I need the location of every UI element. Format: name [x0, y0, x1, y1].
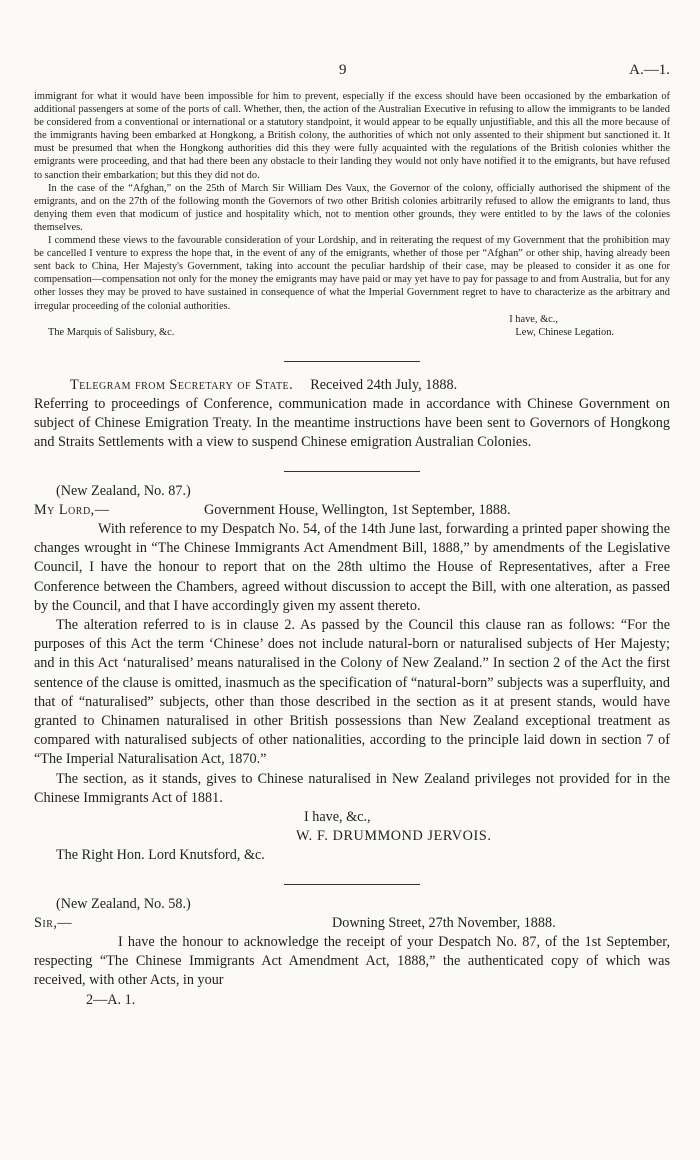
page-header: [34, 0, 670, 92]
despatch-paragraph: I have the honour to acknowledge the receipt of your Despatch No. 87, of the 1st September, respecting “The Chinese Immigrants Act Amendment Act, 1888,” the authenticated copy of which was received, with other Acts, in your: [34, 934, 670, 989]
despatch-signature: W. F. DRUMMOND JERVOIS.: [296, 828, 492, 845]
despatch-paragraph: With reference to my Despatch No. 54, of the 14th June last, forwarding a printed paper showing the changes wrought in “The Chinese Immigrants Act Amendment Bill, 1888,” by amendments of the Legislative Council, I have the honour to report that on the 28th ultimo the House of Representatives, after a Free Conference between the Chambers, agreed without discussion to accept the Bill, with one alteration, as passed by the Council, and that I have accordingly given my assent thereto.: [34, 521, 670, 614]
document-page: [34, 0, 670, 1010]
letter-paragraph: I commend these views to the favourable consideration of your Lordship, and in reiterating the request of my Government that the prohibition may be cancelled I venture to express the hope that, in the event of any of the emigrants, whether of those per “Afghan” or other ship, having already been sent back to China, Her Majesty's Government, taking into account the peculiar hardship of their case, may be pleased to consider it as one for compensation—compensation not only for the money the emigrants may have paid or may yet have to pay for passage to and from Australia, but for any other losses they may be proved to have sustained in consequence of what the Imperial Government regret to have to characterize as the arbitrary and irregular proceeding of the colonial authorities.: [34, 235, 670, 312]
telegram: [34, 376, 670, 453]
despatch-paragraph: The alteration referred to is in clause 2. As passed by the Council this clause ran as follows: “For the purposes of this Act the term ‘Chinese’ does not include natural-born or naturalised subjects of Her Majesty; and in this Act ‘naturalised’ means naturalised in the Colony of New Zealand.” In section 2 of the Act the first sentence of the clause is omitted, inasmuch as the specification of “natural-born” subjects was a superfluity, and that of “naturalised” subjects, other than those described in the section as it at present stands, would have granted to Chinamen naturalised in other British possessions than New Zealand exceptional treatment as compared with naturalised subjects of other nationalities, according to the principle laid down in section 7 of “The Imperial Naturalisation Act, 1870.”: [34, 617, 670, 768]
letter-signature: Lew, Chinese Legation.: [515, 326, 614, 338]
despatch-place-date: Government House, Wellington, 1st September, 1888.: [204, 501, 511, 518]
despatch-place-date: Downing Street, 27th November, 1888.: [332, 914, 556, 931]
telegram-heading: [34, 376, 670, 395]
despatch-addressee: The Right Hon. Lord Knutsford, &c.: [56, 847, 265, 864]
telegram-body: Referring to proceedings of Conference, communication made in accordance with Chinese Government on subject of Chinese Emigration Treaty. In the meantime instructions have been sent to Governors of Hongkong and Straits Settlements with a view to suspend Chinese emigration Australian Colonies.: [34, 395, 670, 451]
despatch-salutation-row: [34, 914, 670, 933]
letter-paragraph: In the case of the “Afghan,” on the 25th of March Sir William Des Vaux, the Governor of the colony, officially authorised the shipment of the emigrants, and on the 27th of the following month the Governors of two other British colonies arbitrarily refused to allow the emigrants to land, thus denying them even that modicum of justice and hospitality which, not to mention other grounds, they were entitled to by the laws of the colonies themselves.: [34, 182, 670, 233]
letter-closing: I have, &c.,: [509, 313, 558, 325]
despatch-heading: (New Zealand, No. 58.): [56, 895, 191, 912]
lew-letter: [34, 90, 670, 313]
letter-paragraph: immigrant for what it would have been impossible for him to prevent, especially if the excess should have been occasioned by the embarkation of additional passengers at some of the ports of call. Whether, then, the action of the Australian Executive in refusing to allow the immigrants to be landed be considered from a conventional or international or a statutory standpoint, it would appear to be equally unjustifiable, and this all the more because of the immigrants having been embarked at Hongkong, a British colony, the authorities of which not only assented to their shipment but sanctioned it. It must be presumed that when the Hongkong authorities did this they were fully acquainted with the regulations of the British colonies whither the emigrants were proceeding, and that had there been any obstacle to their landing they would not only have notified it to the emigrants, but have refused to sanction their embarkation; but this they did not do.: [34, 91, 670, 181]
letter-closing-row: [34, 313, 670, 326]
despatch-58: [34, 895, 670, 1010]
section-divider: [284, 471, 420, 472]
despatch-salutation: Sir,—: [34, 914, 73, 931]
signature-mark: 2—A. 1.: [86, 991, 136, 1008]
section-divider: [284, 361, 420, 362]
despatch-87: [34, 482, 670, 866]
letter-signature-row: [34, 326, 670, 339]
despatch-heading: (New Zealand, No. 87.): [56, 482, 191, 499]
telegram-title: Telegram from Secretary of State.: [70, 376, 294, 393]
despatch-closing: I have, &c.,: [304, 809, 371, 826]
page-number: 9: [339, 62, 347, 78]
despatch-paragraph: The section, as it stands, gives to Chinese naturalised in New Zealand privileges not provided for in the Chinese Immigrants Act of 1881.: [34, 770, 670, 806]
telegram-received: Received 24th July, 1888.: [310, 376, 458, 393]
section-divider: [284, 884, 420, 885]
despatch-salutation-row: [34, 501, 670, 520]
despatch-salutation: My Lord,—: [34, 501, 110, 518]
paper-reference: A.—1.: [629, 62, 670, 78]
letter-addressee: The Marquis of Salisbury, &c.: [48, 326, 175, 338]
